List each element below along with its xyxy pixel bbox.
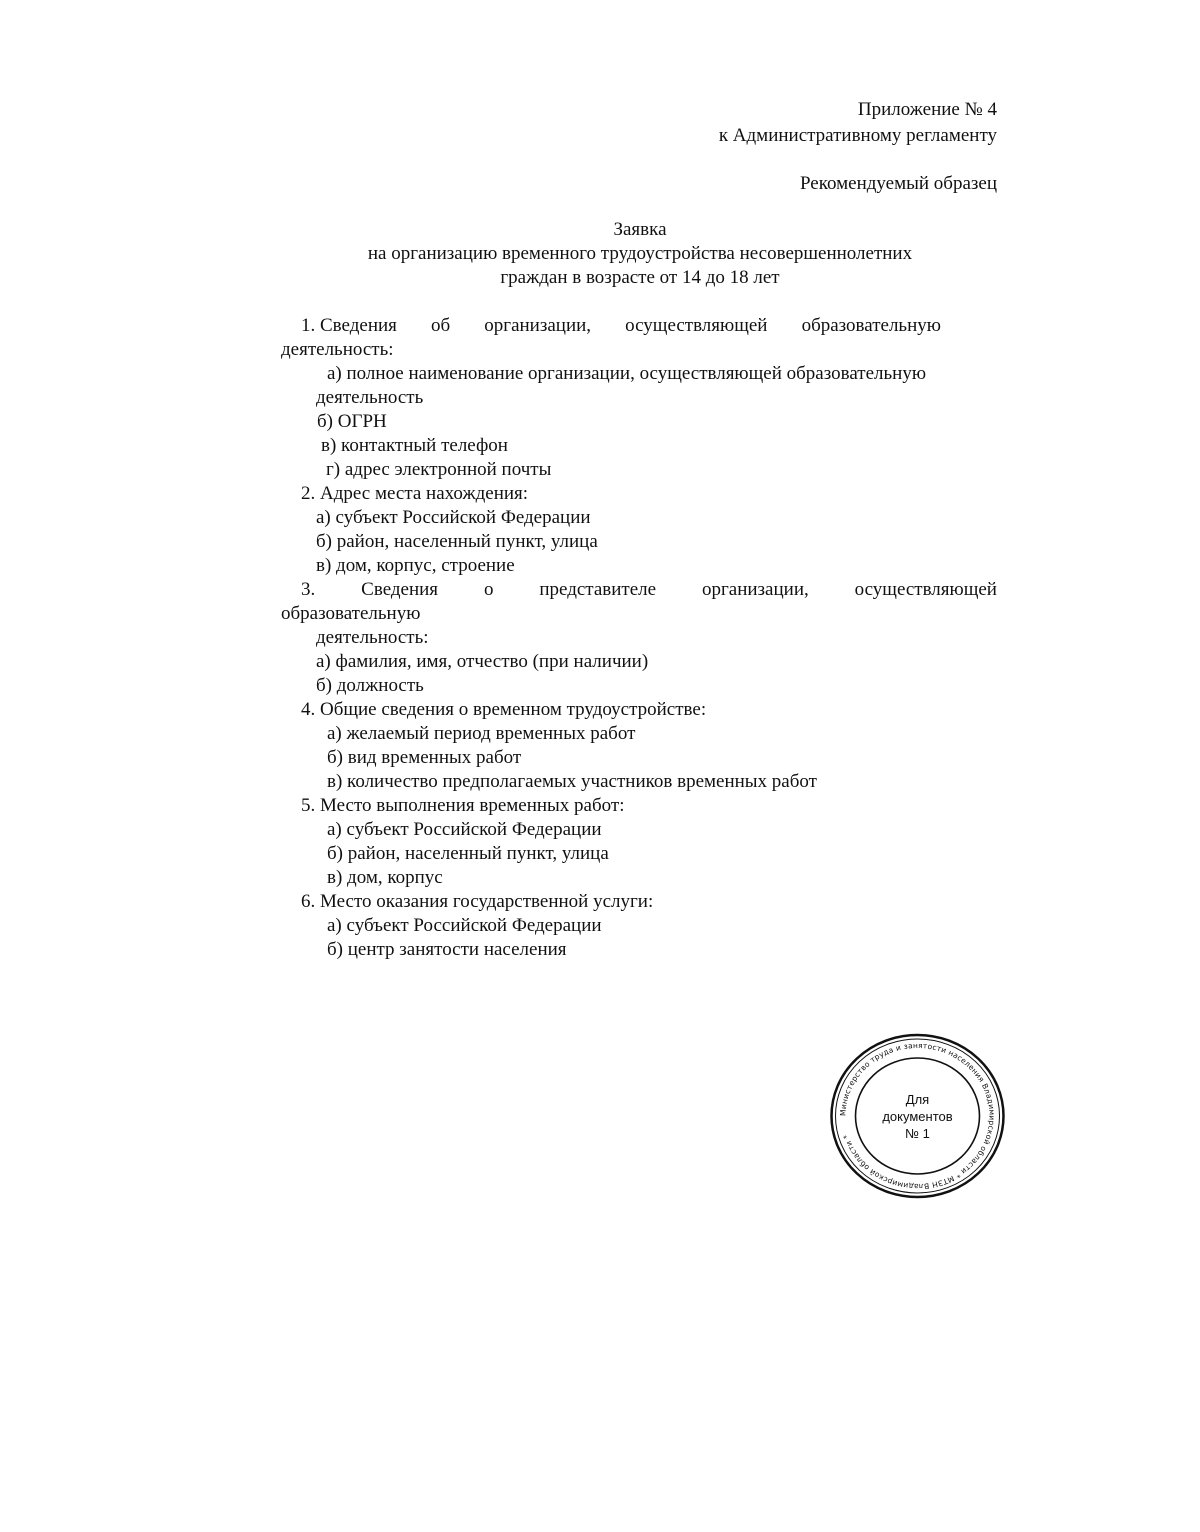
- section5-item-v: в) дом, корпус: [327, 867, 443, 888]
- section4-item-a: а) желаемый период временных работ: [327, 723, 636, 744]
- section1-word: образовательную: [801, 315, 941, 336]
- section6-item-a: а) субъект Российской Федерации: [327, 915, 602, 936]
- section6-item-b: б) центр занятости населения: [327, 939, 567, 960]
- section1-word: организации,: [484, 315, 592, 336]
- doc-title: Заявка: [613, 219, 667, 240]
- document-stamp: [829, 1033, 1006, 1199]
- stamp-center-text: [829, 1091, 1006, 1142]
- section2-item-v: в) дом, корпус, строение: [316, 555, 515, 576]
- section1-item-a: а) полное наименование организации, осуществляющей образовательную: [327, 363, 927, 384]
- section3-word: организации,: [701, 579, 809, 600]
- section5-item-a: а) субъект Российской Федерации: [327, 819, 602, 840]
- section3-heading-cont2: деятельность:: [316, 627, 429, 648]
- stamp-line1: Для: [905, 1092, 930, 1107]
- doc-subtitle-line1: на организацию временного трудоустройства несовершеннолетних: [367, 243, 913, 264]
- section3-word: 3.: [301, 579, 316, 600]
- section4-item-v: в) количество предполагаемых участников временных работ: [327, 771, 817, 792]
- section5-item-b: б) район, населенный пункт, улица: [327, 843, 609, 864]
- section3-heading-cont: образовательную: [281, 603, 421, 624]
- doc-subtitle-line2: граждан в возрасте от 14 до 18 лет: [500, 267, 780, 288]
- section1-word: об: [431, 315, 451, 336]
- section1-item-a-cont: деятельность: [316, 387, 424, 408]
- section3-item-b: б) должность: [316, 675, 424, 696]
- stamp-line3: № 1: [905, 1126, 930, 1141]
- section3-word: Сведения: [361, 579, 439, 600]
- section6-heading: 6. Место оказания государственной услуги:: [301, 891, 654, 912]
- section1-word: осуществляющей: [625, 315, 768, 336]
- section5-heading: 5. Место выполнения временных работ:: [301, 795, 625, 816]
- section3-word: представителе: [539, 579, 657, 600]
- section4-heading: 4. Общие сведения о временном трудоустройстве:: [301, 699, 707, 720]
- section3-item-a: а) фамилия, имя, отчество (при наличии): [316, 651, 649, 672]
- section2-item-b: б) район, населенный пункт, улица: [316, 531, 598, 552]
- section1-heading: [301, 314, 941, 338]
- appendix-reference: к Административному регламенту: [718, 125, 997, 146]
- section4-item-b: б) вид временных работ: [327, 747, 522, 768]
- sample-label: Рекомендуемый образец: [799, 173, 997, 194]
- section1-item-v: в) контактный телефон: [321, 435, 508, 456]
- section1-item-b: б) ОГРН: [317, 411, 387, 432]
- section1-heading-cont: деятельность:: [281, 339, 394, 360]
- stamp-line2: документов: [882, 1109, 953, 1124]
- section2-item-a: а) субъект Российской Федерации: [316, 507, 591, 528]
- section3-word: о: [483, 579, 494, 600]
- section2-heading: 2. Адрес места нахождения:: [301, 483, 529, 504]
- section1-word: 1. Сведения: [301, 315, 397, 336]
- section3-heading: [301, 578, 997, 602]
- section3-word: осуществляющей: [854, 579, 997, 600]
- appendix-number: Приложение № 4: [857, 99, 997, 120]
- stamp-ring-text: Министерство труда и занятости населения Владимирской области * МТЗН Владимирской области *: [838, 1040, 997, 1192]
- section1-item-g: г) адрес электронной почты: [326, 459, 552, 480]
